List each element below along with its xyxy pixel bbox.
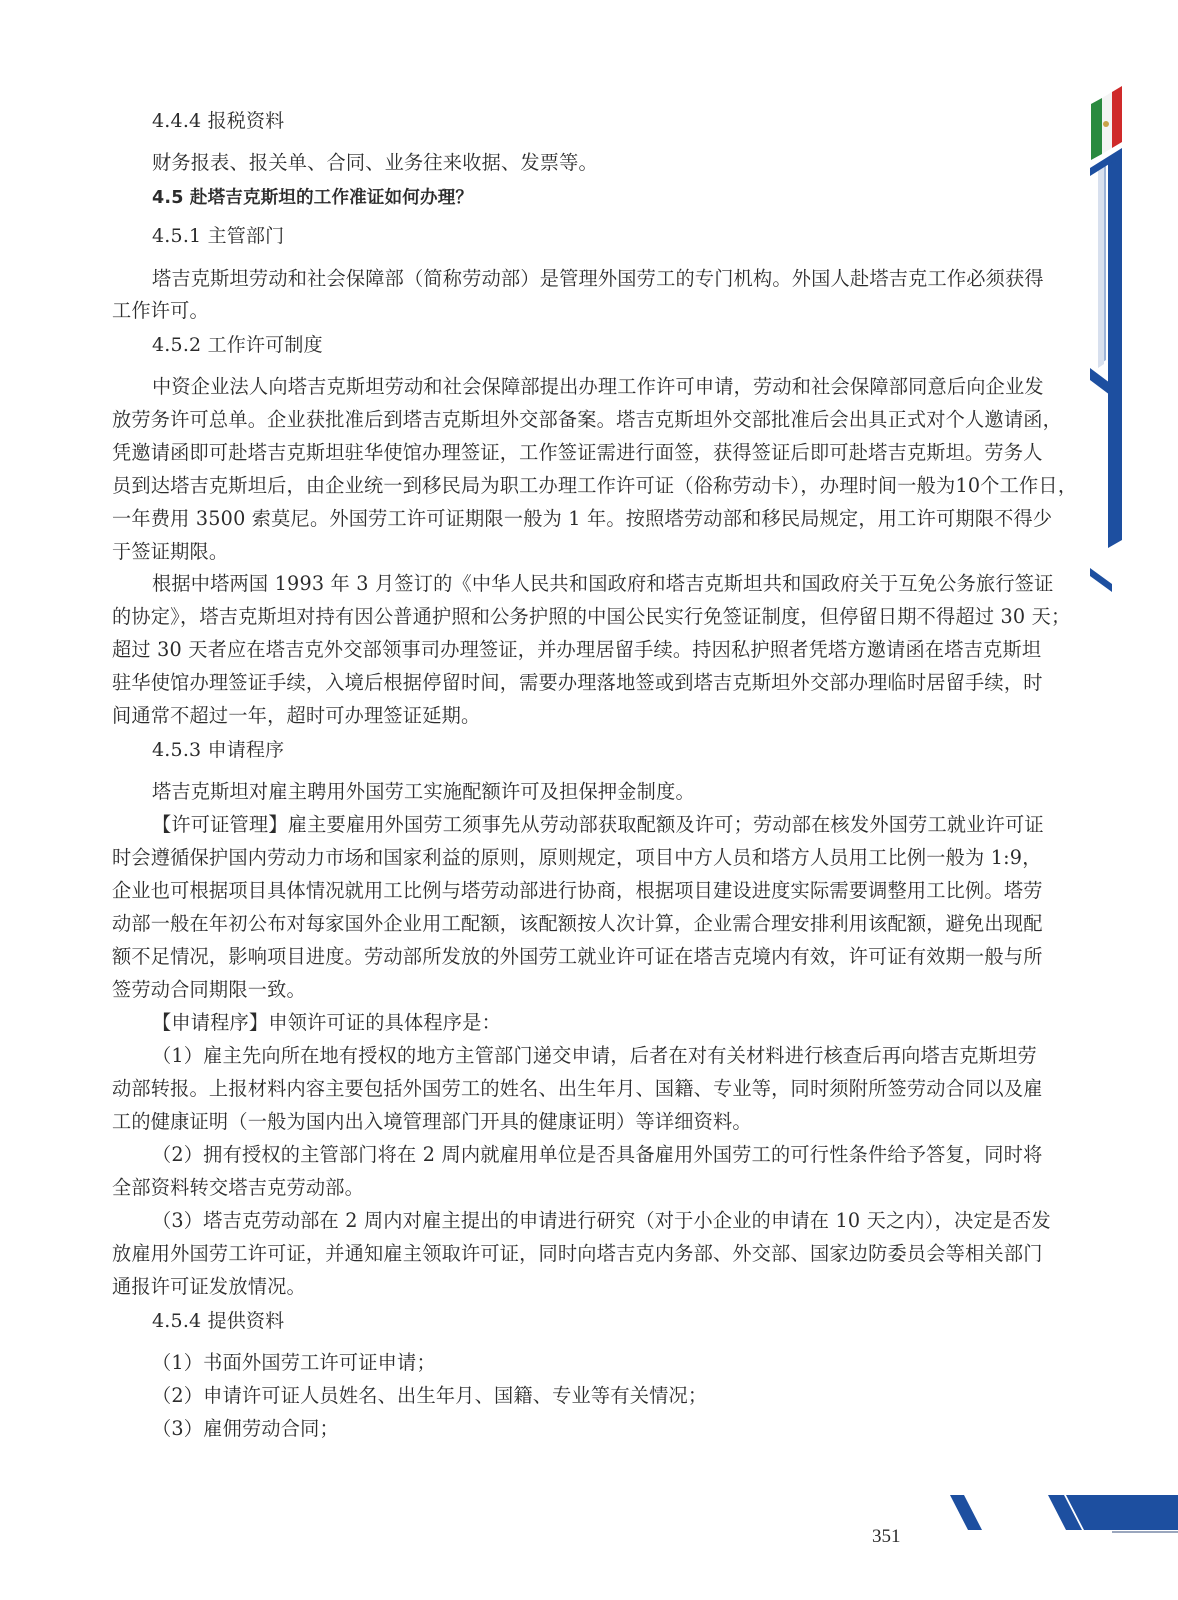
- paragraph-line: （2）拥有授权的主管部门将在 2 周内就雇用单位是否具备雇用外国劳工的可行性条件给予答复，同时将: [152, 1143, 1043, 1166]
- list-item: （3）雇佣劳动合同；: [152, 1417, 339, 1440]
- paragraph-line: 【申请程序】申领许可证的具体程序是：: [152, 1011, 501, 1034]
- paragraph-line: （1）雇主先向所在地有授权的地方主管部门递交申请，后者在对有关材料进行核查后再向塔吉克斯坦劳: [152, 1044, 1037, 1067]
- italy-flag-icon: [1091, 86, 1122, 160]
- paragraph-line: 驻华使馆办理签证手续，入境后根据停留时间，需要办理落地签或到塔吉克斯坦外交部办理临时居留手续，时: [112, 671, 1043, 694]
- paragraph-line: 动部一般在年初公布对每家国外企业用工配额，该配额按人次计算，企业需合理安排利用该配额，避免出现配: [112, 912, 1043, 935]
- section-heading-4-5-3: 4.5.3 申请程序: [152, 739, 285, 761]
- paragraph-line: 全部资料转交塔吉克劳动部。: [112, 1176, 365, 1199]
- list-item: （1）书面外国劳工许可证申请；: [152, 1351, 436, 1374]
- paragraph-line: 超过 30 天者应在塔吉克外交部领事司办理签证，并办理居留手续。持因私护照者凭塔方邀请函在塔吉克斯坦: [112, 638, 1042, 661]
- section-heading-4-4-4: 4.4.4 报税资料: [152, 110, 285, 132]
- paragraph-line: 的协定》，塔吉克斯坦对持有因公普通护照和公务护照的中国公民实行免签证制度，但停留日期不得超过 30 天；: [112, 605, 1071, 628]
- section-heading-4-5-2: 4.5.2 工作许可制度: [152, 334, 323, 356]
- paragraph-line: 财务报表、报关单、合同、业务往来收据、发票等。: [152, 151, 598, 174]
- paragraph-line: 放雇用外国劳工许可证，并通知雇主领取许可证，同时向塔吉克内务部、外交部、国家边防委员会等相关部门: [112, 1242, 1043, 1265]
- section-heading-4-5: 4.5 赴塔吉克斯坦的工作准证如何办理？: [152, 188, 474, 208]
- section-heading-4-5-4: 4.5.4 提供资料: [152, 1310, 285, 1332]
- paragraph-line: 时会遵循保护国内劳动力市场和国家利益的原则，原则规定，项目中方人员和塔方人员用工比例一般为 1:9，: [112, 846, 1042, 869]
- paragraph-line: 企业也可根据项目具体情况就用工比例与塔劳动部进行协商，根据项目建设进度实际需要调整用工比例。塔劳: [112, 879, 1043, 902]
- paragraph-line: 放劳务许可总单。企业获批准后到塔吉克斯坦外交部备案。塔吉克斯坦外交部批准后会出具正式对个人邀请函，: [112, 408, 1062, 431]
- page-number: 351: [872, 1526, 901, 1547]
- paragraph-line: 通报许可证发放情况。: [112, 1275, 306, 1298]
- paragraph-line: 额不足情况，影响项目进度。劳动部所发放的外国劳工就业许可证在塔吉克境内有效，许可证有效期一般与所: [112, 945, 1043, 968]
- paragraph-line: 签劳动合同期限一致。: [112, 978, 306, 1001]
- paragraph-line: （3）塔吉克劳动部在 2 周内对雇主提出的申请进行研究（对于小企业的申请在 10 天之内），决定是否发: [152, 1209, 1051, 1232]
- list-item: （2）申请许可证人员姓名、出生年月、国籍、专业等有关情况；: [152, 1384, 708, 1407]
- paragraph-line: 一年费用 3500 索莫尼。外国劳工许可证期限一般为 1 年。按照塔劳动部和移民局规定，用工许可期限不得少: [112, 507, 1053, 530]
- paragraph-line: 根据中塔两国 1993 年 3 月签订的《中华人民共和国政府和塔吉克斯坦共和国政府关于互免公务旅行签证: [152, 572, 1054, 595]
- paragraph-line: 塔吉克斯坦劳动和社会保障部（简称劳动部）是管理外国劳工的专门机构。外国人赴塔吉克工作必须获得: [152, 267, 1044, 290]
- paragraph-line: 工作许可。: [112, 299, 209, 322]
- paragraph-line: 塔吉克斯坦对雇主聘用外国劳工实施配额许可及担保押金制度。: [152, 780, 695, 803]
- paragraph-line: 工的健康证明（一般为国内出入境管理部门开具的健康证明）等详细资料。: [112, 1110, 752, 1133]
- paragraph-line: 中资企业法人向塔吉克斯坦劳动和社会保障部提出办理工作许可申请，劳动和社会保障部同意后向企业发: [152, 375, 1044, 398]
- section-heading-4-5-1: 4.5.1 主管部门: [152, 225, 285, 247]
- paragraph-line: 凭邀请函即可赴塔吉克斯坦驻华使馆办理签证，工作签证需进行面签，获得签证后即可赴塔吉克斯坦。劳务人: [112, 441, 1043, 464]
- paragraph-line: 间通常不超过一年，超时可办理签证延期。: [112, 704, 481, 727]
- paragraph-line: 【许可证管理】雇主要雇用外国劳工须事先从劳动部获取配额及许可；劳动部在核发外国劳工就业许可证: [152, 813, 1044, 836]
- paragraph-line: 于签证期限。: [112, 540, 229, 563]
- paragraph-line: 员到达塔吉克斯坦后，由企业统一到移民局为职工办理工作许可证（俗称劳动卡），办理时间一般为10个工作日，: [112, 474, 1078, 497]
- paragraph-line: 动部转报。上报材料内容主要包括外国劳工的姓名、出生年月、国籍、专业等，同时须附所签劳动合同以及雇: [112, 1077, 1043, 1100]
